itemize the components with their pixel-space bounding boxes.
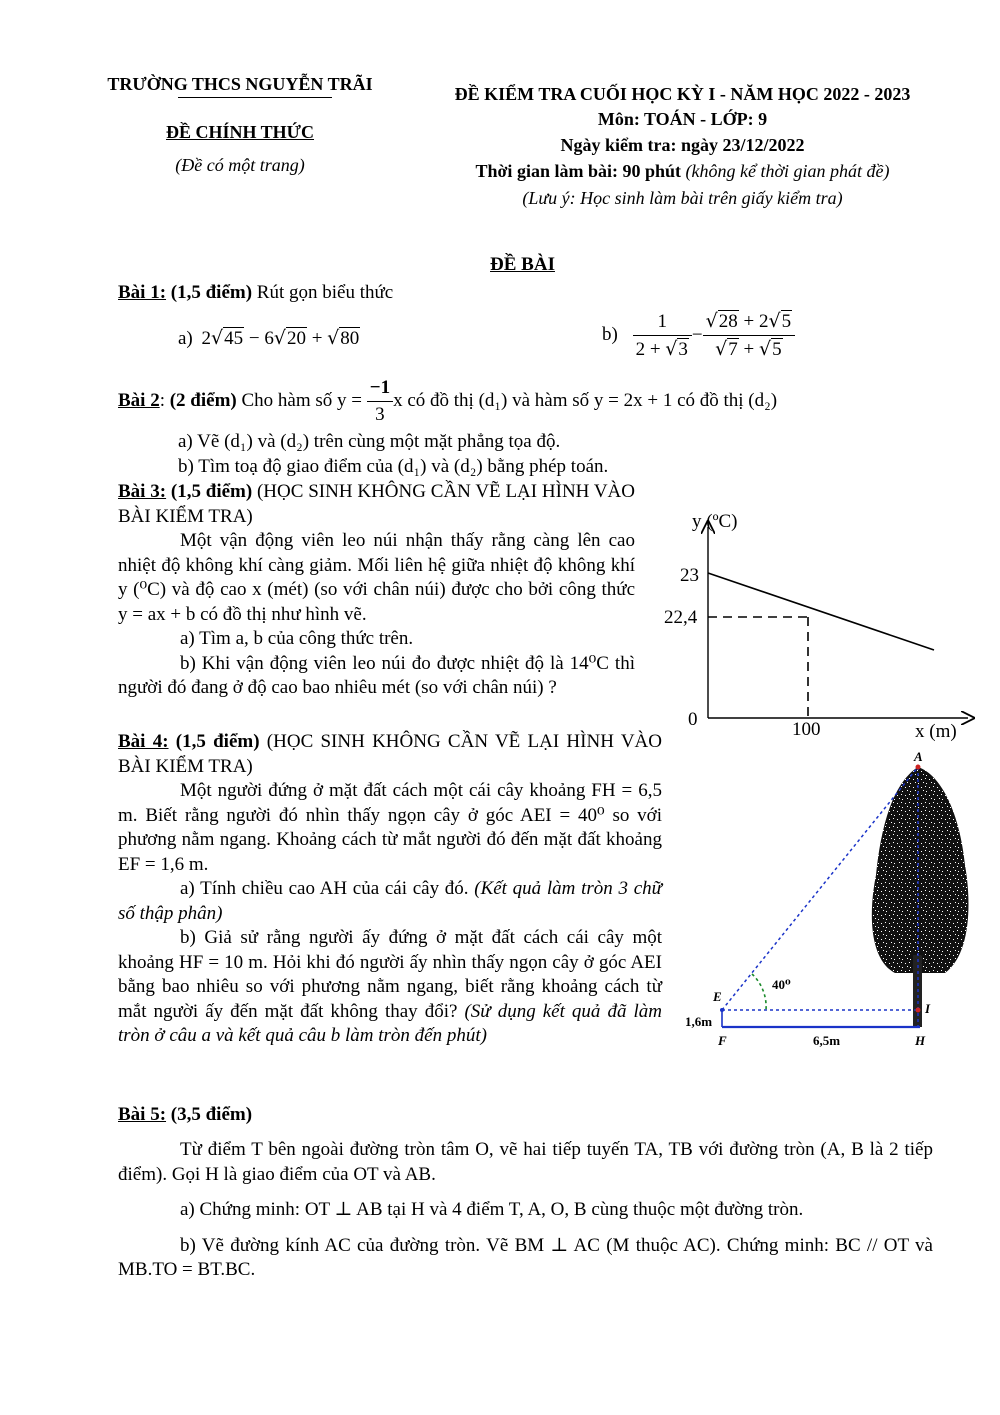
bai1-label: Bài 1: — [118, 282, 167, 303]
label-angle: 40⁰ — [772, 977, 791, 992]
bai4-b: b) Giả sử rằng người ấy đứng ở mặt đất cách cái cây một khoảng HF = 10 m. Hỏi khi đó người ấy nhìn thấy ngọn cây ở góc AEI bằng bao nhiêu so với phương nằm ngang, biết rằng khoảng cách từ mắt người ấy đến mặt đất không thay đổi? — [118, 927, 662, 1022]
temperature-graph — [650, 505, 980, 750]
bai3-note: (HỌC SINH KHÔNG CẦN VẼ LẠI HÌNH VÀO BÀI KIỂM TRA) — [118, 481, 636, 527]
label-a: A — [914, 749, 923, 764]
bai3-label: Bài 3: — [118, 481, 167, 502]
bai3-a: a) Tìm a, b của công thức trên. — [180, 628, 414, 649]
bai3-b: b) Khi vận động viên leo núi đo được nhiệt độ là 14⁰C thì người đó đang ở độ cao bao nhiêu mét (so với chân núi) ? — [118, 652, 635, 698]
school-underline — [178, 97, 332, 98]
point-e — [720, 1008, 724, 1012]
bai4-a: a) Tính chiều cao AH của cái cây đó. — [180, 878, 469, 899]
exam-time — [410, 159, 955, 184]
y-axis-label: y (ºC) — [692, 511, 738, 532]
label-fh: 6,5m — [813, 1033, 841, 1048]
exam-date: Ngày kiểm tra: ngày 23/12/2022 — [560, 135, 805, 155]
y-tick-22-4: 22,4 — [664, 607, 698, 628]
school-name: TRƯỜNG THCS NGUYỄN TRÃI — [107, 74, 373, 94]
bai3-block — [118, 480, 635, 701]
bai1-a-label: a) — [178, 328, 193, 349]
bai1-b: b) $\frac{1}{2 + √3}$ − $\frac{√28 + 2√5}{√7 + √5}$ — [602, 308, 862, 363]
bai5-label: Bài 5: — [118, 1104, 167, 1125]
label-h: H — [915, 1033, 926, 1048]
bai2-b: b) Tìm toạ độ giao điểm của (d₁) và (d₂) bằng phép toán. — [178, 456, 609, 477]
pages-note: (Đề có một trang) — [175, 155, 305, 175]
y-tick-23: 23 — [680, 565, 699, 586]
exam-title: ĐỀ KIỂM TRA CUỐI HỌC KỲ I - NĂM HỌC 2022 - 2023 — [454, 84, 911, 104]
bai4-label: Bài 4: — [118, 731, 169, 752]
section-title: ĐỀ BÀI — [490, 254, 555, 275]
bai3-points: (1,5 điểm) — [170, 481, 253, 502]
x-tick-100: 100 — [792, 719, 821, 740]
subject: Môn: TOÁN - LỚP: 9 — [597, 109, 768, 129]
exam-note: (Lưu ý: Học sinh làm bài trên giấy kiểm tra) — [522, 188, 843, 208]
bai5-points: (3,5 điểm) — [170, 1104, 253, 1125]
bai5-heading — [118, 1103, 918, 1128]
bai1-a — [178, 326, 498, 352]
x-axis-label: x (m) — [915, 721, 957, 742]
bai1-b-label: b) — [602, 323, 618, 345]
bai1-text: Rút gọn biểu thức — [256, 282, 394, 303]
bai1-b-frac1: $\frac{1}{2 + √3}$ — [633, 309, 692, 363]
label-i: I — [925, 1001, 931, 1016]
bai3-body: Một vận động viên leo núi nhận thấy rằng càng lên cao nhiệt độ không khí càng giảm. Mối liên hệ giữa nhiệt độ không khí y (⁰C) và độ cao x (mét) (so với chân núi) được cho bởi công thức y = ax + b có đồ thị như hình vẽ. — [118, 530, 635, 625]
bai2-text-after: x có đồ thị (d₁) và hàm số y = 2x + 1 có đồ thị (d₂) — [393, 389, 778, 411]
origin-label: 0 — [688, 709, 698, 730]
bai1-a-expr: 2√45 − 6√20 + √80 — [201, 327, 360, 349]
bai2-text-before: Cho hàm số y = — [241, 389, 362, 411]
label-e: E — [713, 989, 722, 1004]
bai2-a: a) Vẽ (d₁) và (d₂) trên cùng một mặt phẳng tọa độ. — [178, 431, 561, 452]
point-a — [916, 765, 921, 770]
bai2-points: (2 điểm) — [169, 389, 237, 411]
angle-arc — [752, 974, 766, 1010]
bai1-points: (1,5 điểm) — [170, 282, 253, 303]
tree-crown — [872, 767, 969, 973]
bai4-note: (HỌC SINH KHÔNG CẦN VẼ LẠI HÌNH VÀO BÀI KIỂM TRA) — [118, 731, 662, 777]
time-label: Thời gian làm bài: 90 phút — [475, 161, 681, 181]
bai2-heading: Bài 2: (2 điểm) Cho hàm số y = $\frac{-1}{3}$ x có đồ thị (d₁) và hàm số y = 2x + 1 có đồ thị (d₂) — [118, 375, 918, 428]
bai4-block — [118, 730, 662, 1049]
point-i — [916, 1008, 921, 1013]
bai1-heading — [118, 281, 918, 306]
bai5-body: Từ điểm T bên ngoài đường tròn tâm O, vẽ hai tiếp tuyến TA, TB với đường tròn (A, B là 2 tiếp điểm). Gọi H là giao điểm của OT và AB. — [118, 1139, 933, 1185]
time-note: (không kể thời gian phát đề) — [685, 161, 890, 181]
bai2-label: Bài 2 — [118, 389, 160, 411]
label-f: F — [718, 1033, 727, 1048]
bai4-body: Một người đứng ở mặt đất cách một cái cây khoảng FH = 6,5 m. Biết rằng người đó nhìn thấy ngọn cây ở góc AEI = 40⁰ so với phương nằm ngang. Khoảng cách từ mắt người đó đến mặt đất khoảng EF = 1,6 m. — [118, 780, 662, 875]
tree-figure — [680, 745, 980, 1055]
bai4-points: (1,5 điểm) — [175, 731, 260, 752]
bai4-a-note: (Kết quả làm tròn 3 chữ số thập phân) — [118, 878, 662, 924]
bai4-b-note: (Sử dụng kết quả đã làm tròn ở câu a và kết quả câu b làm tròn đến phút) — [118, 1000, 662, 1046]
bai5-b: b) Vẽ đường kính AC của đường tròn. Vẽ BM ⊥ AC (M thuộc AC). Chứng minh: BC // OT và MB.TO = BT.BC. — [118, 1234, 933, 1280]
bai2-frac: $\frac{-1}{3}$ — [367, 375, 393, 428]
label-ef: 1,6m — [685, 1014, 713, 1029]
bai5-block — [118, 1138, 933, 1283]
official-label: ĐỀ CHÍNH THỨC — [165, 122, 315, 142]
line-d — [708, 573, 934, 650]
bai1-b-frac2: $\frac{√28 + 2√5}{√7 + √5}$ — [703, 308, 795, 363]
bai5-a: a) Chứng minh: OT ⊥ AB tại H và 4 điểm T, A, O, B cùng thuộc một đường tròn. — [180, 1199, 804, 1220]
